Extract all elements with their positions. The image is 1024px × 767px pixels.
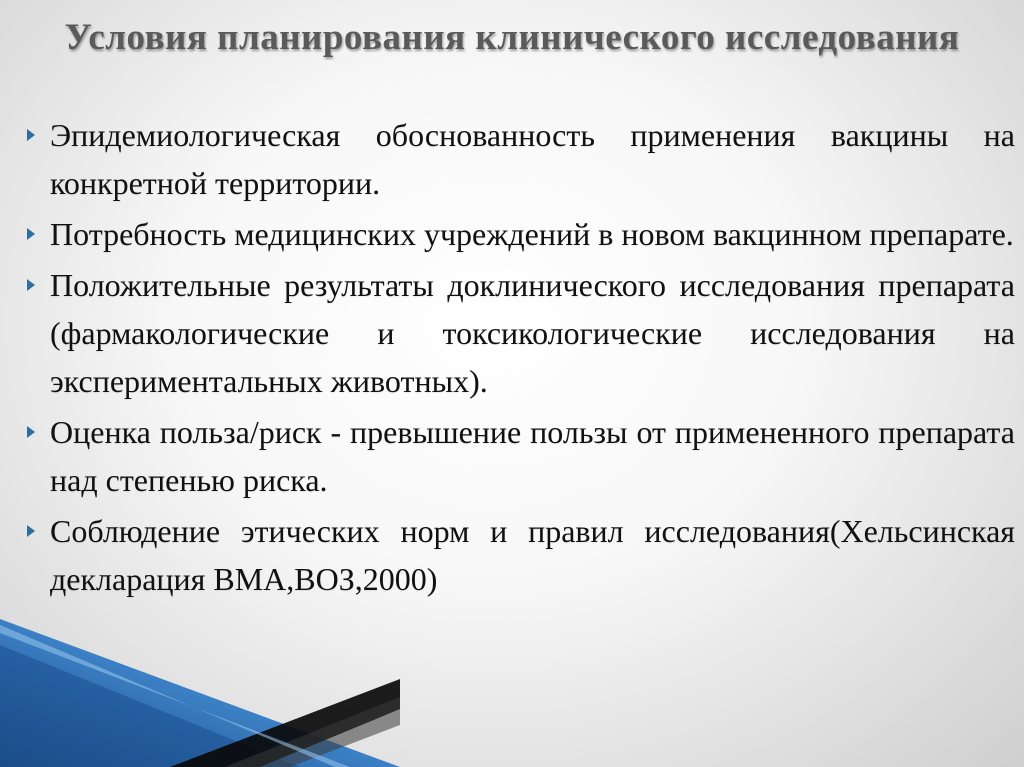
bullet-item bbox=[0, 111, 1024, 207]
corner-stripes-decoration bbox=[0, 597, 400, 767]
bullet-item bbox=[0, 261, 1024, 405]
right-triangle-icon bbox=[27, 279, 35, 291]
slide-title: Условия планирования клинического исследования bbox=[64, 17, 960, 58]
right-triangle-icon bbox=[27, 426, 35, 438]
bullet-text: Оценка польза/риск - превышение пользы от примененного препарата над степенью риска. bbox=[50, 414, 1015, 498]
right-triangle-icon bbox=[27, 129, 35, 141]
bullet-list bbox=[0, 111, 1024, 606]
right-triangle-icon bbox=[27, 525, 35, 537]
bullet-text: Эпидемиологическая обоснованность применения вакцины на конкретной территории. bbox=[50, 117, 1015, 201]
bullet-text: Потребность медицинских учреждений в новом вакцинном препарате. bbox=[50, 216, 1014, 252]
bullet-text: Соблюдение этических норм и правил исследования(Хельсинская декларация ВМА,ВОЗ,2000) bbox=[50, 513, 1015, 597]
bullet-item bbox=[0, 408, 1024, 504]
right-triangle-icon bbox=[27, 228, 35, 240]
bullet-text: Положительные результаты доклинического исследования препарата (фармакологические и токсикологические исследования на экспериментальных животных). bbox=[50, 267, 1015, 399]
bullet-item bbox=[0, 210, 1024, 258]
bullet-item bbox=[0, 507, 1024, 603]
